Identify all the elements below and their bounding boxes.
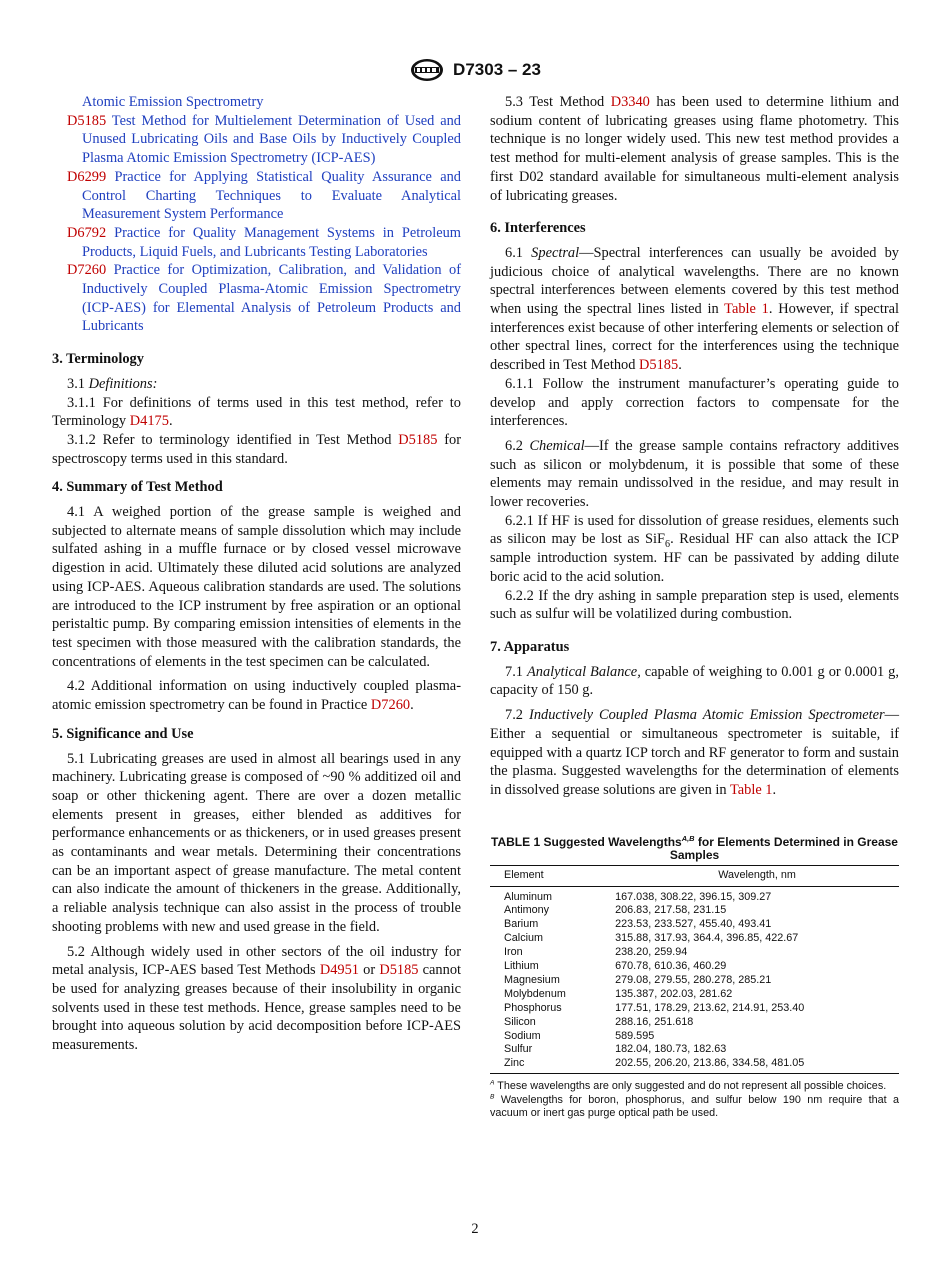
- reference-item: D6299 Practice for Applying Statistical Quality Assurance and Control Charting Techniques to Evaluate Analytical Measurement System Performance: [67, 168, 461, 223]
- wavelength-cell: 670.78, 610.36, 460.29: [615, 960, 727, 973]
- wavelength-cell: 279.08, 279.55, 280.278, 285.21: [615, 973, 772, 986]
- astm-logo-icon: [409, 58, 445, 82]
- section-heading: 5. Significance and Use: [52, 725, 194, 742]
- table-link[interactable]: Table 1: [729, 781, 773, 798]
- paragraph: 3.1.2 Refer to terminology identified in Test Method D5185 for spectroscopy terms used in this standard.: [52, 431, 461, 467]
- paragraph: 6.2 Chemical—If the grease sample contains refractory additives such as silicon or molybdenum, it is possible that some of these elements may remain undissolved in the residue, and may result in lower recoveries.: [490, 437, 899, 511]
- right-column: [490, 93, 899, 1121]
- table-link[interactable]: Table 1: [724, 301, 769, 318]
- page-number: 2: [471, 1221, 479, 1237]
- table-row: [490, 1043, 899, 1057]
- wavelength-cell: 206.83, 217.58, 231.15: [615, 904, 727, 917]
- paragraph: 3.1 Definitions:: [67, 375, 158, 392]
- section-heading: 4. Summary of Test Method: [52, 479, 223, 496]
- element-cell: Antimony: [504, 904, 550, 917]
- reference-link[interactable]: D3340: [610, 94, 650, 110]
- element-cell: Calcium: [504, 932, 543, 945]
- reference-item: D7260 Practice for Optimization, Calibration, and Validation of Inductively Coupled Plasma-Atomic Emission Spectrometry (ICP-AES) for Elemental Analysis of Petroleum Products and Lubricants: [67, 262, 461, 335]
- paragraph: 5.1 Lubricating greases are used in almost all bearings used in any machinery. Lubricating grease is composed of ~90 % additized oil and soap or other thickening agent. There are over a dozen metallic elements present in greases, either blended as additives for performance enhancements or as thickeners, or in used greases present as contaminants and wear metals. Determining their concentrations can be an important aspect of grease manufacture. The metal content can also indicate the amount of thickeners in the grease. Additionally, a reliable analysis technique can also assist in the process of trouble shooting problems with new and used grease in the field.: [52, 750, 461, 935]
- table-row: [490, 886, 899, 904]
- element-cell: Sulfur: [504, 1043, 533, 1056]
- paragraph: 6.1 Spectral—Spectral interferences can usually be avoided by judicious choice of analytical wavelengths. There are no known spectral interferences between elements covered by this test method when using the spectral lines listed in Table 1. However, if spectral interferences exist because of other interfering elements or selection of other spectral lines, correct for the interferences using the technique described in Test Method D5185.: [490, 244, 899, 374]
- table-row: [490, 946, 899, 960]
- column-header-element: Element: [490, 865, 601, 886]
- element-cell: Lithium: [504, 960, 539, 973]
- element-cell: Phosphorus: [504, 1001, 562, 1014]
- element-cell: Silicon: [504, 1015, 536, 1028]
- wavelength-cell: 288.16, 251.618: [615, 1015, 694, 1028]
- column-header-wavelength: Wavelength, nm: [601, 865, 899, 886]
- wavelength-cell: 182.04, 180.73, 182.63: [615, 1043, 727, 1056]
- table-row: [490, 1016, 899, 1030]
- paragraph: 6.2.1 If HF is used for dissolution of grease residues, elements such as silicon may be lost as SiF$_6$. Residual HF can also attack the ICP sample introduction system. HF can be passivated by adding dilute boric acid to the acid solution.: [490, 512, 899, 585]
- wavelength-cell: 135.387, 202.03, 281.62: [615, 987, 733, 1000]
- table-row: [490, 932, 899, 946]
- reference-link[interactable]: D5185: [379, 962, 419, 979]
- reference-link[interactable]: D6792: [67, 224, 107, 241]
- wavelength-cell: 238.20, 259.94: [615, 946, 688, 959]
- reference-link[interactable]: D5185: [398, 431, 438, 448]
- element-cell: Barium: [504, 918, 539, 931]
- reference-link[interactable]: D4951: [319, 962, 359, 979]
- table-footnote: $^A$ These wavelengths are only suggested and do not represent all possible choices.: [490, 1079, 887, 1093]
- paragraph: 4.1 A weighed portion of the grease sample is weighed and subjected to alternate means of sample dissolution which may include sulfated ashing in a muffle furnace or by closed vessel microwave digestion in acid. Ultimately these diluted acid solutions are analyzed using ICP-AES. Aqueous calibration standards are used. The solutions are introduced to the ICP instrument by free aspiration or an optional peristaltic pump. By comparing emission intensities of elements in the test specimen with those measured with the calibration standards, the concentrations of elements in the test specimen can be calculated.: [52, 504, 461, 670]
- element-cell: Iron: [504, 946, 523, 959]
- reference-continuation: Atomic Emission Spectrometry: [82, 94, 264, 110]
- wavelength-cell: 315.88, 317.93, 364.4, 396.85, 422.67: [615, 932, 799, 945]
- table-row: [490, 918, 899, 932]
- table-footnote: $^B$ Wavelengths for boron, phosphorus, and sulfur below 190 nm require that a vacuum or inert gas purge optical path be used.: [490, 1093, 899, 1120]
- table-row: [490, 1030, 899, 1044]
- paragraph: 3.1.1 For definitions of terms used in this test method, refer to Terminology D4175.: [52, 394, 461, 430]
- section-heading: 3. Terminology: [52, 351, 144, 368]
- reference-link[interactable]: D6299: [67, 168, 107, 185]
- reference-item: D5185 Test Method for Multielement Determination of Used and Unused Lubricating Oils and Base Oils by Inductively Coupled Plasma Atomic Emission Spectrometry (ICP-AES): [67, 112, 461, 167]
- paragraph: 4.2 Additional information on using inductively coupled plasma-atomic emission spectrometry can be found in Practice D7260.: [52, 678, 461, 714]
- table-row: [490, 1057, 899, 1073]
- wavelength-cell: 589.595: [615, 1029, 655, 1042]
- paragraph: 5.2 Although widely used in other sectors of the oil industry for metal analysis, ICP-AES based Test Methods D4951 or D5185 cannot be used for analyzing greases because of their insolubility in organic solvents used in these test methods. Hence, grease samples need to be brought into aqueous solution by acid decomposition before ICP-AES measurements.: [52, 943, 462, 1054]
- wavelength-cell: 202.55, 206.20, 213.86, 334.58, 481.05: [601, 1057, 899, 1073]
- element-cell: Molybdenum: [504, 987, 566, 1000]
- table-caption: TABLE 1 Suggested Wavelengths$^{A,B}$ for Elements Determined in Grease Samples: [491, 833, 898, 863]
- element-cell: Aluminum: [504, 890, 553, 903]
- table-row: [490, 974, 899, 988]
- table-row: [490, 904, 899, 918]
- section-heading: 6. Interferences: [490, 220, 586, 237]
- table-row: [490, 988, 899, 1002]
- section-heading: 7. Apparatus: [490, 638, 570, 655]
- paragraph: 7.1 Analytical Balance, capable of weighing to 0.001 g or 0.0001 g, capacity of 150 g.: [490, 663, 899, 699]
- table-1: [490, 833, 899, 1121]
- reference-item: D6792 Practice for Quality Management Systems in Petroleum Products, Liquid Fuels, and Lubricants Testing Laboratories: [67, 224, 461, 260]
- wavelength-table: [490, 865, 899, 1075]
- element-cell: Magnesium: [504, 973, 560, 986]
- standard-designation: D7303 – 23: [453, 60, 541, 79]
- paragraph: 5.3 Test Method D3340 has been used to determine lithium and sodium content of lubricating greases using flame photometry. This technique is no longer widely used. This new test method provides a test method for multi-element analysis of grease samples. This is the first D02 standard available for simultaneous multi-element analysis of lubricating greases.: [490, 94, 900, 204]
- page-header: [0, 58, 950, 82]
- paragraph: 7.2 Inductively Coupled Plasma Atomic Emission Spectrometer—Either a sequential or simultaneous spectrometer is suitable, if equipped with a quartz ICP torch and RF generator to form and sustain the plasma. Suggested wavelengths for the determination of elements in dissolved grease solutions are given in Table 1.: [490, 707, 899, 798]
- table-row: [490, 960, 899, 974]
- paragraph: 6.1.1 Follow the instrument manufacturer’s operating guide to develop and apply correction factors to compensate for the interferences.: [490, 375, 899, 430]
- element-cell: Sodium: [504, 1029, 541, 1042]
- table-row: [490, 1002, 899, 1016]
- left-column: [52, 93, 461, 1055]
- wavelength-cell: 223.53, 233.527, 455.40, 493.41: [615, 918, 772, 931]
- paragraph: 6.2.2 If the dry ashing in sample preparation step is used, elements such as sulfur will be volatilized during combustion.: [490, 587, 899, 623]
- reference-link[interactable]: D5185: [639, 357, 679, 374]
- reference-link[interactable]: D7260: [67, 262, 107, 279]
- reference-link[interactable]: D7260: [370, 697, 411, 714]
- wavelength-cell: 167.038, 308.22, 396.15, 309.27: [615, 890, 772, 903]
- reference-link[interactable]: D5185: [67, 112, 107, 129]
- element-cell: Zinc: [490, 1057, 601, 1073]
- reference-link[interactable]: D4175: [129, 413, 169, 430]
- wavelength-cell: 177.51, 178.29, 213.62, 214.91, 253.40: [615, 1001, 805, 1014]
